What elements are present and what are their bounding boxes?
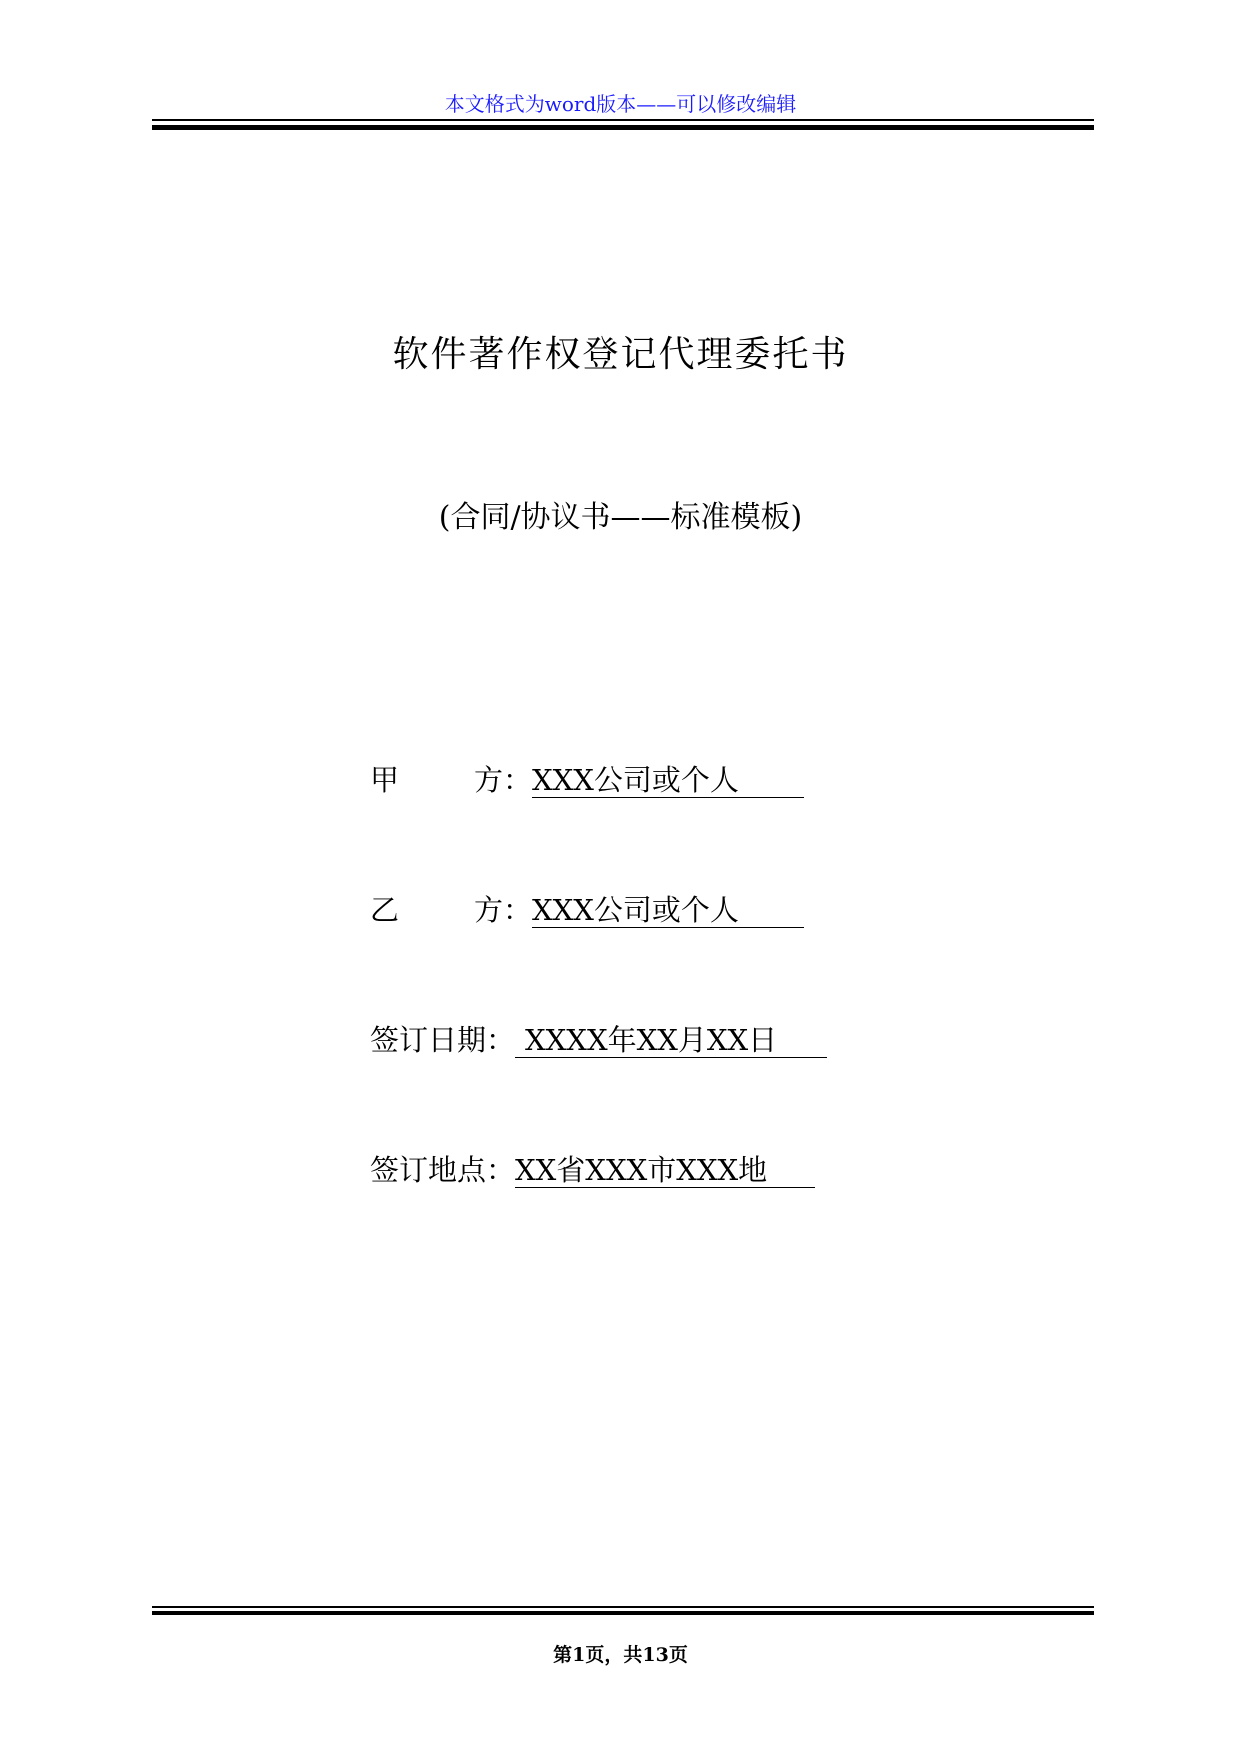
party-a-value[interactable]: XXX公司或个人: [532, 764, 804, 798]
party-a-field: [370, 758, 804, 799]
page-number: 第1页，共13页: [553, 1644, 688, 1666]
document-subtitle: (合同/协议书——标准模板): [438, 500, 803, 535]
party-b-label: 乙 方：: [370, 893, 532, 927]
sign-date-value[interactable]: XXXX年XX月XX日: [515, 1024, 827, 1058]
party-a-label: 甲 方：: [370, 763, 532, 797]
party-b-field: [370, 888, 804, 929]
sign-date-label: 签订日期：: [370, 1023, 516, 1057]
sign-place-value[interactable]: XX省XXX市XXX地: [515, 1154, 815, 1188]
header-divider: [152, 119, 1094, 130]
sign-place-label: 签订地点：: [370, 1153, 516, 1187]
header-note: 本文格式为word版本——可以修改编辑: [444, 92, 797, 116]
footer-divider: [152, 1606, 1094, 1615]
sign-place-field: [370, 1148, 815, 1189]
party-b-value[interactable]: XXX公司或个人: [532, 894, 804, 928]
sign-date-field: [370, 1018, 827, 1059]
document-title: 软件著作权登记代理委托书: [392, 334, 849, 375]
